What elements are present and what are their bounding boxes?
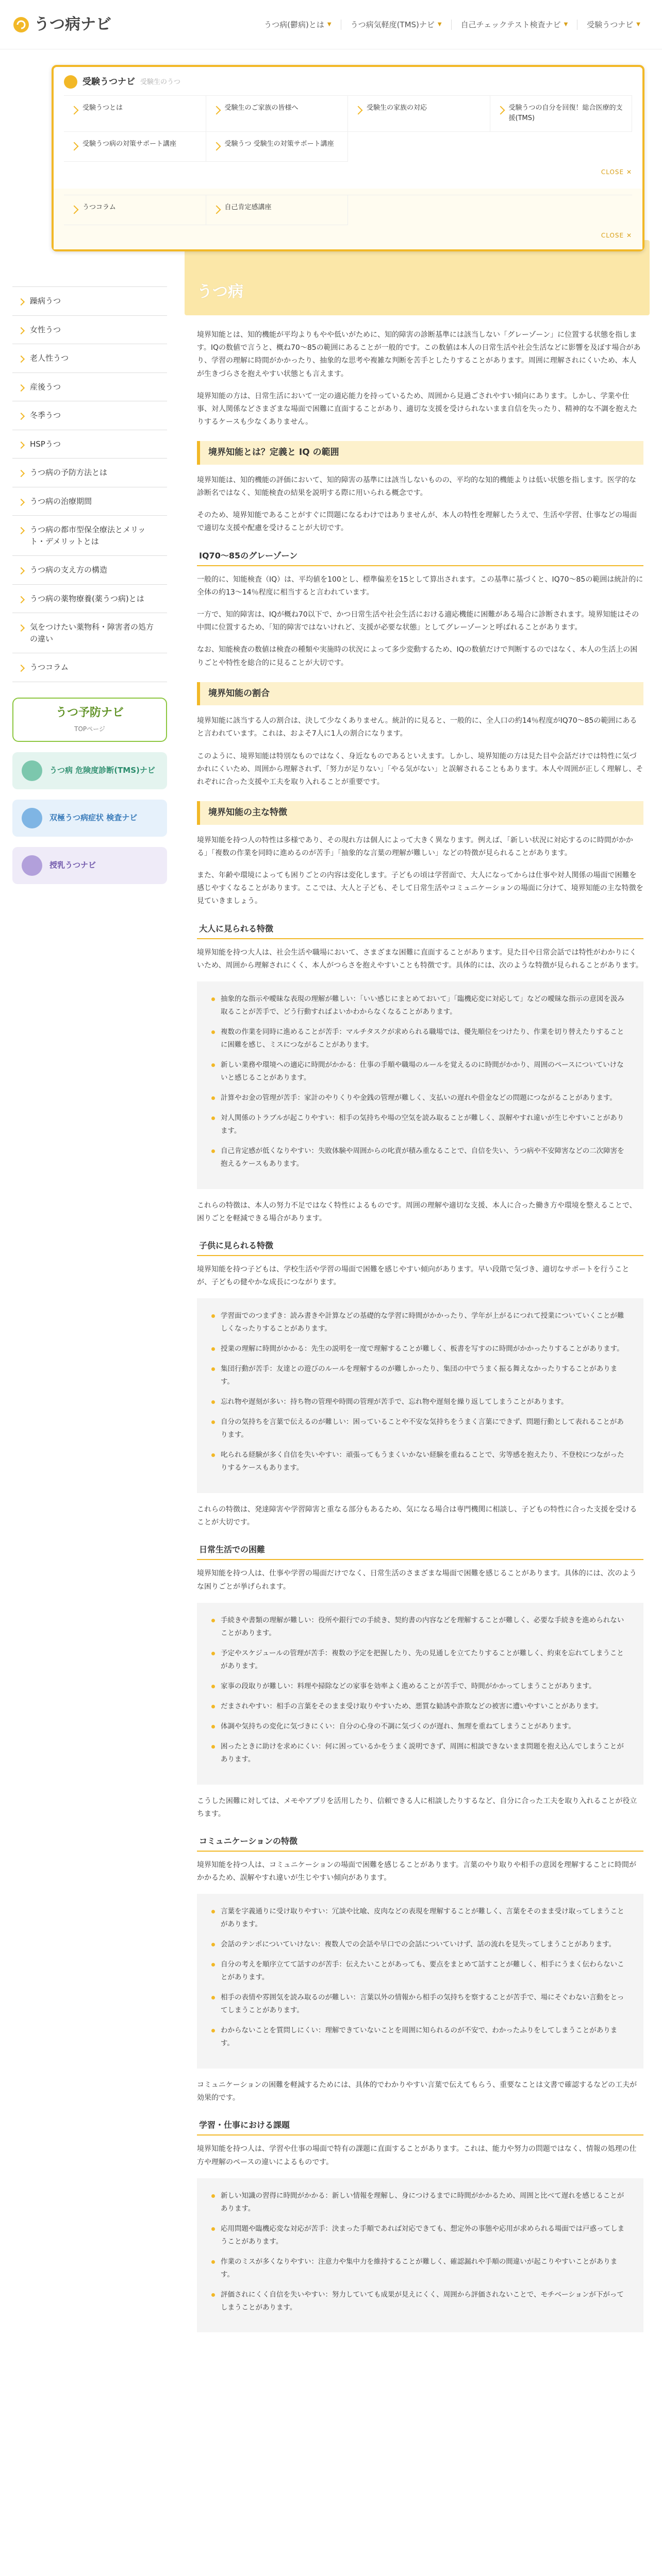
section-paragraph: 境界知能を持つ人は、学習や仕事の場面で特有の課題に直面することがあります。これは、能力や努力の問題ではなく、情報の処理の仕方や理解のペースの違いによるものです。 xyxy=(197,2145,637,2166)
mega-menu-title: 受験うつナビ 受験生のうつ xyxy=(64,74,632,95)
list-item: 対人関係のトラブルが起こりやすい：相手の気持ちや場の空気を読み取ることが難しく、誤解やすれ違いが生じやすいことがあります。 xyxy=(211,1112,629,1138)
logo-text: うつ病ナビ xyxy=(34,15,111,33)
close-button[interactable]: CLOSE ✕ xyxy=(601,168,632,176)
section-heading: 境界知能の割合 xyxy=(197,682,643,706)
banner-tms[interactable]: うつ病 危険度診断(TMS)ナビ xyxy=(12,752,167,789)
sidebar-item[interactable]: うつ病の薬物療養(薬うつ病)とは xyxy=(12,585,167,614)
bullet-list xyxy=(211,993,629,1171)
list-item: 言葉を字義通りに受け取りやすい：冗談や比喩、皮肉などの表現を理解することが難しく、言葉をそのまま受け取ってしまうことがあります。 xyxy=(211,1905,629,1931)
section-paragraph: コミュニケーションの困難を軽減するためには、具体的でわかりやすい言葉で伝えてもらう、重要なことは文書で確認するなどの工夫が効果的です。 xyxy=(197,2080,637,2103)
chevron-down-icon: ▼ xyxy=(564,21,568,27)
nav-item-tms[interactable]: うつ病気軽度(TMS)ナビ ▼ xyxy=(341,20,451,30)
section-heading: 境界知能とは？定義と IQ の範囲 xyxy=(197,441,643,465)
bullet-box xyxy=(197,981,643,1189)
list-item: 忘れ物や遅刻が多い：持ち物の管理や時間の管理が苦手で、忘れ物や遅刻を繰り返してしまうことがあります。 xyxy=(211,1396,629,1409)
list-item: 授業の理解に時間がかかる：先生の説明を一度で理解することが難しく、板書を写すのに時間がかかったりすることがあります。 xyxy=(211,1343,629,1355)
nav-item-about[interactable]: うつ病(鬱病)とは ▼ xyxy=(264,20,332,29)
list-item: 学習面でのつまずき：読み書きや計算などの基礎的な学習に時間がかかったり、学年が上がるにつれて授業についていくことが難しくなったりすることがあります。 xyxy=(211,1310,629,1335)
list-item: 新しい知識の習得に時間がかかる：新しい情報を理解し、身につけるまでに時間がかかるため、周囲と比べて遅れを感じることがあります。 xyxy=(211,2190,629,2215)
mega-link[interactable]: 受験うつ 受験生の対策サポート講座 xyxy=(206,132,349,162)
list-item: 評価されにくく自信を失いやすい：努力していても成果が見えにくく、周囲から評価されないことで、モチベーションが下がってしまうことがあります。 xyxy=(211,2289,629,2314)
site-logo[interactable] xyxy=(12,11,198,39)
page-layout xyxy=(0,70,662,2343)
section-paragraph: 境界知能を持つ人は、仕事や学習の場面だけでなく、日常生活のさまざまな場面で困難を感じることがあります。具体的には、次のような困りごとが挙げられます。 xyxy=(197,1569,637,1591)
section-paragraph: 境界知能を持つ大人は、社会生活や職場において、さまざまな困難に直面することがあります。見た目や日常会話では特性がわかりにくいため、周囲から理解されにくく、本人がつらさを抱えやすいことも特徴です。具体的には、次のような特徴が見られることがあります。 xyxy=(197,948,643,970)
list-item: わからないことを質問しにくい：理解できていないことを周囲に知られるのが不安で、わかったふりをしてしまうことがあります。 xyxy=(211,2024,629,2050)
sidebar-item[interactable]: 女性うつ xyxy=(12,316,167,345)
section-paragraph: 境界知能を持つ人は、コミュニケーションの場面で困難を感じることがあります。言葉のやり取りや相手の意図を理解することに時間がかかるため、誤解やすれ違いが生じやすい傾向があります。 xyxy=(197,1860,637,1883)
section-paragraph: なお、知能検査の数値は検査の種類や実施時の状況によって多少変動するため、IQの数値だけで判断するのではなく、本人の生活上の困りごとや特性を総合的に見ることが大切です。 xyxy=(197,646,638,667)
subsection-heading: 子供に見られる特徴 xyxy=(197,1236,643,1256)
bullet-list xyxy=(211,2190,629,2314)
chevron-down-icon: ▼ xyxy=(636,21,640,27)
section-paragraph: また、年齢や環境によっても困りごとの内容は変化します。子どもの頃は学習面で、大人になってからは仕事や対人関係の場面で困難を感じやすくなることがあります。ここでは、大人と子ども、そして日常生活やコミュニケーションの場面に分けて、境界知能の主な特徴を見ていきましょう。 xyxy=(197,871,643,906)
banner-bipolar[interactable]: 双極うつ病症状 検査ナビ xyxy=(12,800,167,837)
baby-icon xyxy=(22,855,42,876)
sidebar-item[interactable]: 老人性うつ xyxy=(12,344,167,373)
sidebar-item[interactable]: 躁病うつ xyxy=(12,287,167,316)
list-item: だまされやすい：相手の言葉をそのまま受け取りやすいため、悪質な勧誘や詐欺などの被害に遭いやすいことがあります。 xyxy=(211,1700,629,1713)
brain-logo-icon xyxy=(12,16,30,33)
list-item: 新しい業務や環境への適応に時間がかかる：仕事の手順や職場のルールを覚えるのに時間がかかり、周囲のペースについていけないと感じることがあります。 xyxy=(211,1059,629,1084)
sidebar-item[interactable]: 産後うつ xyxy=(12,373,167,402)
sidebar-item[interactable]: うつ病の治療期間 xyxy=(12,487,167,516)
global-nav xyxy=(198,20,650,30)
bullet-box xyxy=(197,1603,643,1785)
site-header xyxy=(0,0,662,49)
list-item: 体調や気持ちの変化に気づきにくい：自分の心身の不調に気づくのが遅れ、無理を重ねてしまうことがあります。 xyxy=(211,1720,629,1733)
mega-link[interactable]: 受験うつとは xyxy=(64,96,206,132)
list-item: 相手の表情や雰囲気を読み取るのが難しい：言葉以外の情報から相手の気持ちを察することが苦手で、場にそぐわない言動をとってしまうことがあります。 xyxy=(211,1991,629,2017)
section-paragraph: これらの特徴は、発達障害や学習障害と重なる部分もあるため、気になる場合は専門機関に相談し、子どもの特性に合った支援を受けることが大切です。 xyxy=(197,1505,637,1527)
subsection-heading: 学習・仕事における課題 xyxy=(197,2116,643,2136)
bullet-list xyxy=(211,1905,629,2050)
bullet-box xyxy=(197,2178,643,2333)
list-item: 会話のテンポについていけない：複数人での会話や早口での会話についていけず、話の流れを見失ってしまうことがあります。 xyxy=(211,1938,629,1951)
list-item: 手続きや書類の理解が難しい：役所や銀行での手続き、契約書の内容などを理解することが難しく、必要な手続きを進められないことがあります。 xyxy=(211,1614,629,1640)
list-item: 困ったときに助けを求めにくい：何に困っているかをうまく説明できず、周囲に相談できないまま問題を抱え込んでしまうことがあります。 xyxy=(211,1740,629,1766)
intro-paragraph: 境界知能とは、知的機能が平均よりもやや低いがために、知的障害の診断基準には該当しない「グレーゾーン」に位置する状態を指します。IQの数値で言うと、概ね70〜85の範囲にあることが一般的です。この数値は本人の日常生活や社会生活などに影響を及ぼす場合があり、学習の理解に時間がかかったり、抽象的な思考や複雑な判断を苦手としたりすることがあります。周囲に理解されにくいため、本人が生きづらさを抱えやすい状態とも言えます。 xyxy=(197,331,641,378)
bubble-icon xyxy=(64,75,77,89)
bullet-box xyxy=(197,1298,643,1493)
section-paragraph: 一般的に、知能検査（IQ）は、平均値を100とし、標準偏差を15として算出されます。この基準に基づくと、IQ70〜85の範囲は統計的に全体の約13〜14％程度に相当すると言われています。 xyxy=(197,575,643,597)
list-item: 家事の段取りが難しい：料理や掃除などの家事を効率よく進めることが苦手で、時間がかかってしまうことがあります。 xyxy=(211,1680,629,1693)
mega-link[interactable]: 受験うつの自分を回復！総合医療的支援(TMS) xyxy=(490,96,633,132)
mega-link[interactable]: うつコラム xyxy=(64,195,206,225)
nav-item-selfcheck[interactable]: 自己チェックテスト検査ナビ ▼ xyxy=(451,20,577,30)
list-item: 自分の考えを順序立てて話すのが苦手：伝えたいことがあっても、要点をまとめて話すことが難しく、相手にうまく伝わらないことがあります。 xyxy=(211,1958,629,1984)
mega-menu-links-2 xyxy=(64,195,632,225)
article-body xyxy=(185,315,650,2332)
section-heading: 境界知能の主な特徴 xyxy=(197,801,643,825)
close-icon: ✕ xyxy=(626,168,632,176)
mega-link[interactable]: 自己肯定感講座 xyxy=(206,195,349,225)
bullet-list xyxy=(211,1310,629,1475)
list-item: 計算やお金の管理が苦手：家計のやりくりや金銭の管理が難しく、支払いの遅れや借金などの問題につながることがあります。 xyxy=(211,1092,629,1105)
nav-item-exam[interactable]: 受験うつナビ ▼ xyxy=(577,20,650,30)
list-item: 叱られる経験が多く自信を失いやすい：頑張ってもうまくいかない経験を重ねることで、劣等感を抱えたり、不登校につながったりするケースもあります。 xyxy=(211,1449,629,1475)
section-paragraph: そのため、境界知能であることがすぐに問題になるわけではありませんが、本人の特性を理解したうえで、生活や学習、仕事などの場面で適切な支援や配慮を受けることが大切です。 xyxy=(197,511,637,533)
sidebar xyxy=(12,70,167,2343)
mega-link[interactable]: 受験生の家族の対応 xyxy=(348,96,490,132)
subsection-heading: コミュニケーションの特徴 xyxy=(197,1832,643,1852)
sidebar-item[interactable]: うつコラム xyxy=(12,653,167,682)
heart-icon xyxy=(22,760,42,781)
section-paragraph: これらの特徴は、本人の努力不足ではなく特性によるものです。周囲の理解や適切な支援、本人に合った働き方や環境を整えることで、困りごとを軽減できる場合があります。 xyxy=(197,1201,637,1223)
promo-banner[interactable]: うつ予防ナビ TOPページ xyxy=(12,698,167,742)
list-item: 抽象的な指示や曖昧な表現の理解が難しい：「いい感じにまとめておいて」「臨機応変に対応して」などの曖昧な指示の意図を汲み取ることが苦手で、どう行動すればよいかわからなくなることがあります。 xyxy=(211,993,629,1019)
bullet-box xyxy=(197,1894,643,2069)
section-paragraph: 境界知能を持つ子どもは、学校生活や学習の場面で困難を感じやすい傾向があります。早い段階で気づき、適切なサポートを行うことが、子どもの健やかな成長につながります。 xyxy=(197,1265,630,1287)
list-item: 自分の気持ちを言葉で伝えるのが難しい：困っていることや不安な気持ちをうまく言葉にできず、問題行動として表れることがあります。 xyxy=(211,1416,629,1442)
subsection-heading: 大人に見られる特徴 xyxy=(197,920,643,939)
list-item: 作業のミスが多くなりやすい：注意力や集中力を維持することが難しく、確認漏れや手順の間違いが起こりやすいことがあります。 xyxy=(211,2256,629,2281)
page-title: うつ病 xyxy=(197,283,243,301)
mega-menu-panel-2 xyxy=(54,189,642,250)
mega-link[interactable]: 受験うつ病の対策サポート講座 xyxy=(64,132,206,162)
mega-menu-links xyxy=(64,95,632,162)
chevron-down-icon: ▼ xyxy=(437,21,442,27)
list-item: 応用問題や臨機応変な対応が苦手：決まった手順であれば対応できても、想定外の事態や応用が求められる場面では戸惑ってしまうことがあります。 xyxy=(211,2223,629,2248)
sidebar-item[interactable]: うつ病の予防方法とは xyxy=(12,459,167,487)
main-content xyxy=(185,70,650,2343)
section-paragraph: 境界知能は、知的機能の評価において、知的障害の基準には該当しないものの、平均的な知的機能よりは低い状態を指します。医学的な診断名ではなく、知能検査の結果を説明する際に用いられる概念です。 xyxy=(197,476,637,497)
clipboard-icon xyxy=(22,808,42,828)
intro-paragraph: 境界知能の方は、日常生活において一定の適応能力を持っているため、周囲から見過ごされやすい傾向にあります。しかし、学業や仕事、対人関係などさまざまな場面で困難に直面することがあり、適切な支援を受けられないまま自信を失ったり、精神的な不調を抱えたりするケースも少なくありません。 xyxy=(197,392,637,427)
sidebar-menu xyxy=(12,286,167,682)
sidebar-item[interactable]: うつ病の支え方の構造 xyxy=(12,556,167,585)
sidebar-item[interactable]: HSPうつ xyxy=(12,430,167,459)
subsection-heading: 日常生活での困難 xyxy=(197,1540,643,1560)
section-paragraph: こうした困難に対しては、メモやアプリを活用したり、信頼できる人に相談したりするなど、自分に合った工夫を取り入れることが役立ちます。 xyxy=(197,1797,637,1818)
mega-menu xyxy=(52,65,644,251)
close-icon: ✕ xyxy=(626,231,632,239)
list-item: 自己肯定感が低くなりやすい：失敗体験や周囲からの叱責が積み重なることで、自信を失い、うつ病や不安障害などの二次障害を抱えるケースもあります。 xyxy=(211,1145,629,1171)
bullet-list xyxy=(211,1614,629,1766)
sidebar-item[interactable]: 冬季うつ xyxy=(12,401,167,430)
section-paragraph: 境界知能を持つ人の特性は多様であり、その現れ方は個人によって大きく異なります。例えば、「新しい状況に対応するのに時間がかかる」「複数の作業を同時に進めるのが苦手」「抽象的な言葉の理解が難しい」などの特徴が見られることがあります。 xyxy=(197,836,633,857)
mega-menu-panel xyxy=(54,67,642,189)
section-paragraph: 一方で、知的障害は、IQが概ね70以下で、かつ日常生活や社会生活における適応機能に困難がある場合に診断されます。境界知能はその中間に位置するため、「知的障害ではないけれど、支援が必要な状態」としてグレーゾーンと呼ばれることがあります。 xyxy=(197,610,639,632)
section-paragraph: このように、境界知能は特別なものではなく、身近なものであるといえます。しかし、境界知能の方は見た目や会話だけでは特性に気づかれにくいため、周囲から理解されず、「努力が足りない」「やる気がない」と誤解されることもあります。本人や周囲が正しく理解し、それぞれに合った支援や工夫を取り入れることが重要です。 xyxy=(197,752,643,786)
mega-link[interactable]: 受験生のご家族の皆様へ xyxy=(206,96,349,132)
list-item: 複数の作業を同時に進めることが苦手：マルチタスクが求められる職場では、優先順位をつけたり、作業を切り替えたりすることに困難を感じ、ミスにつながることがあります。 xyxy=(211,1026,629,1052)
list-item: 予定やスケジュールの管理が苦手：複数の予定を把握したり、先の見通しを立てたりすることが難しく、約束を忘れてしまうことがあります。 xyxy=(211,1647,629,1673)
chevron-down-icon: ▼ xyxy=(327,21,332,27)
close-button-2[interactable]: CLOSE ✕ xyxy=(601,231,632,239)
sidebar-item[interactable]: うつ病の都市型保全療法とメリット・デメリットとは xyxy=(12,516,167,556)
list-item: 集団行動が苦手：友達との遊びのルールを理解するのが難しかったり、集団の中でうまく振る舞えなかったりすることがあります。 xyxy=(211,1363,629,1388)
sidebar-item[interactable]: 気をつけたい薬物科・障害者の処方の違い xyxy=(12,613,167,653)
section-paragraph: 境界知能に該当する人の割合は、決して少なくありません。統計的に見ると、一般的に、全人口の約14％程度がIQ70〜85の範囲にあると言われています。これは、およそ7人に1人の割合になります。 xyxy=(197,717,637,738)
banner-postpartum[interactable]: 授乳うつナビ xyxy=(12,847,167,884)
subsection-heading: IQ70〜85のグレーゾーン xyxy=(197,547,643,566)
